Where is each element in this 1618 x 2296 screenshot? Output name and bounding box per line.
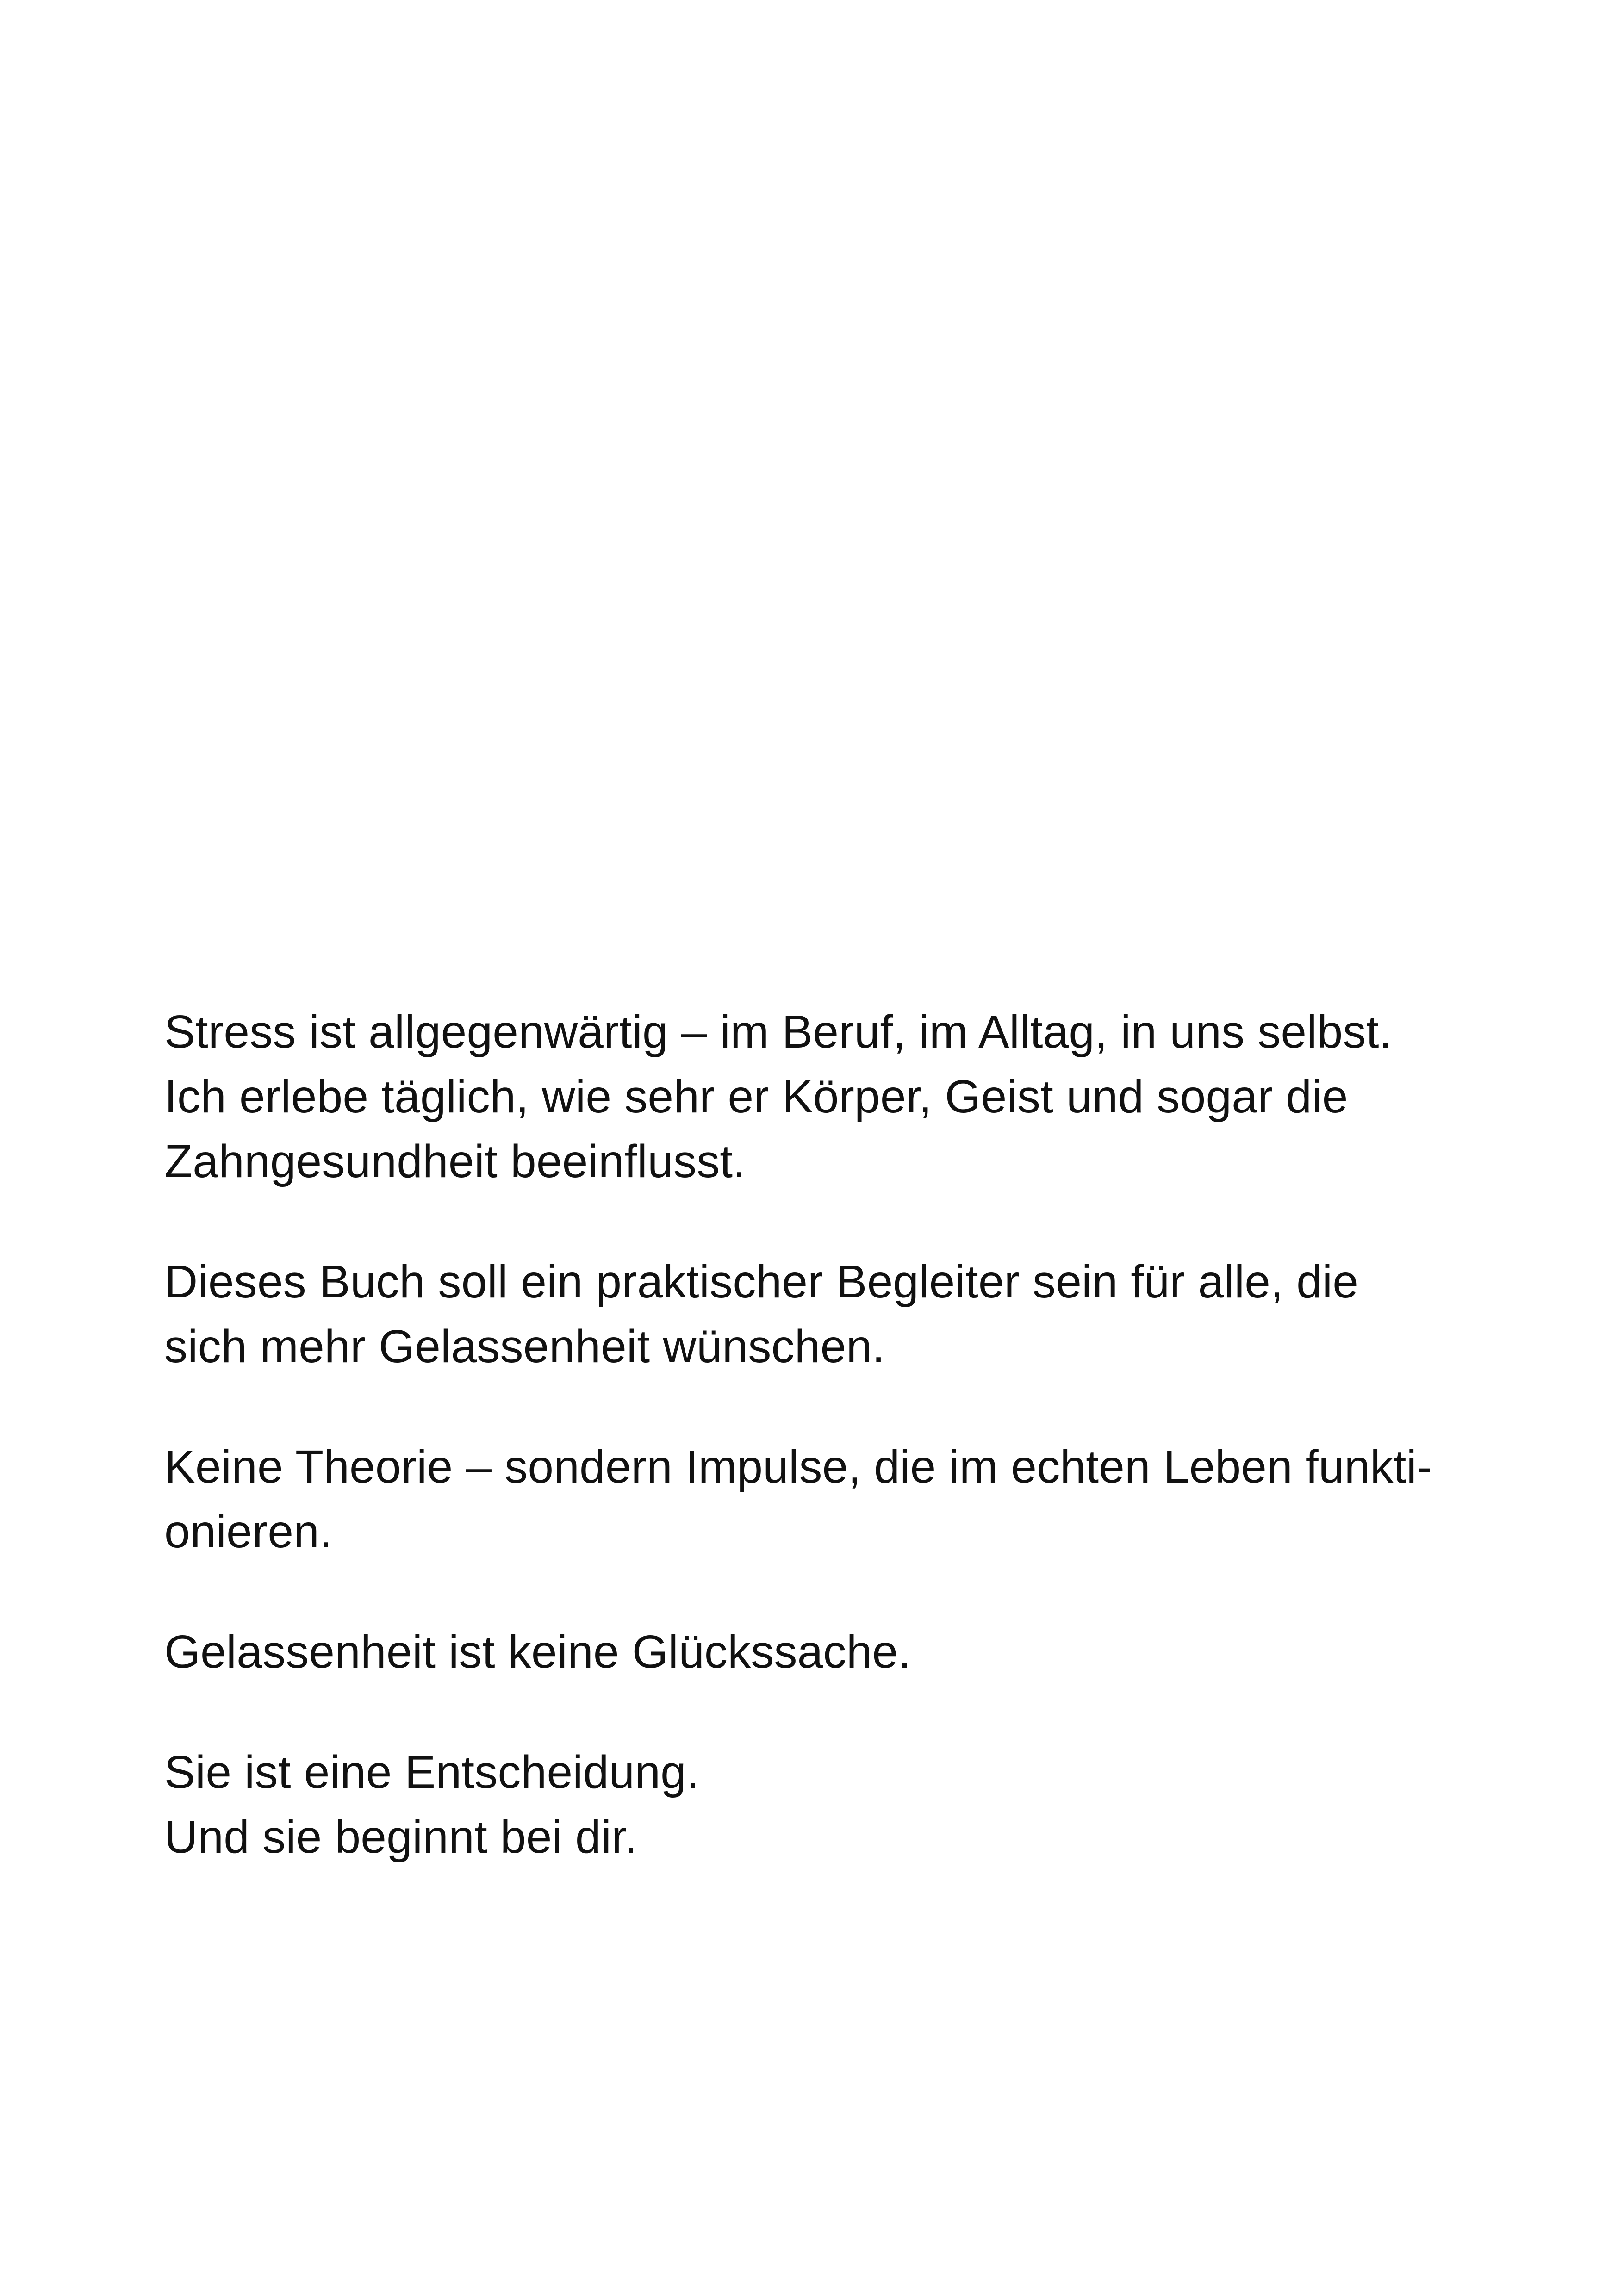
text-line: Sie ist eine Entscheidung. [164, 1746, 699, 1798]
text-line: Dieses Buch soll ein praktischer Begleiter sein für alle, die [164, 1256, 1359, 1308]
text-line: sich mehr Gelassenheit wünschen. [164, 1321, 885, 1372]
paragraph-2 [164, 1249, 1506, 1379]
text-line: Ich erlebe täglich, wie sehr er Körper, Geist und sogar die [164, 1071, 1348, 1123]
text-line: onieren. [164, 1506, 332, 1558]
text-line: Gelassenheit ist keine Glückssache. [164, 1626, 911, 1678]
text-line: Keine Theorie – sondern Impulse, die im echten Leben funkti- [164, 1441, 1432, 1493]
paragraph-5 [164, 1740, 1506, 1869]
text-line: Und sie beginnt bei dir. [164, 1811, 638, 1863]
text-line: Stress ist allgegenwärtig – im Beruf, im Alltag, in uns selbst. [164, 1006, 1392, 1058]
paragraph-4 [164, 1620, 1506, 1684]
body-text [164, 999, 1506, 1869]
text-line: Zahngesundheit beeinflusst. [164, 1136, 746, 1187]
paragraph-3 [164, 1434, 1506, 1564]
paragraph-1 [164, 999, 1506, 1194]
